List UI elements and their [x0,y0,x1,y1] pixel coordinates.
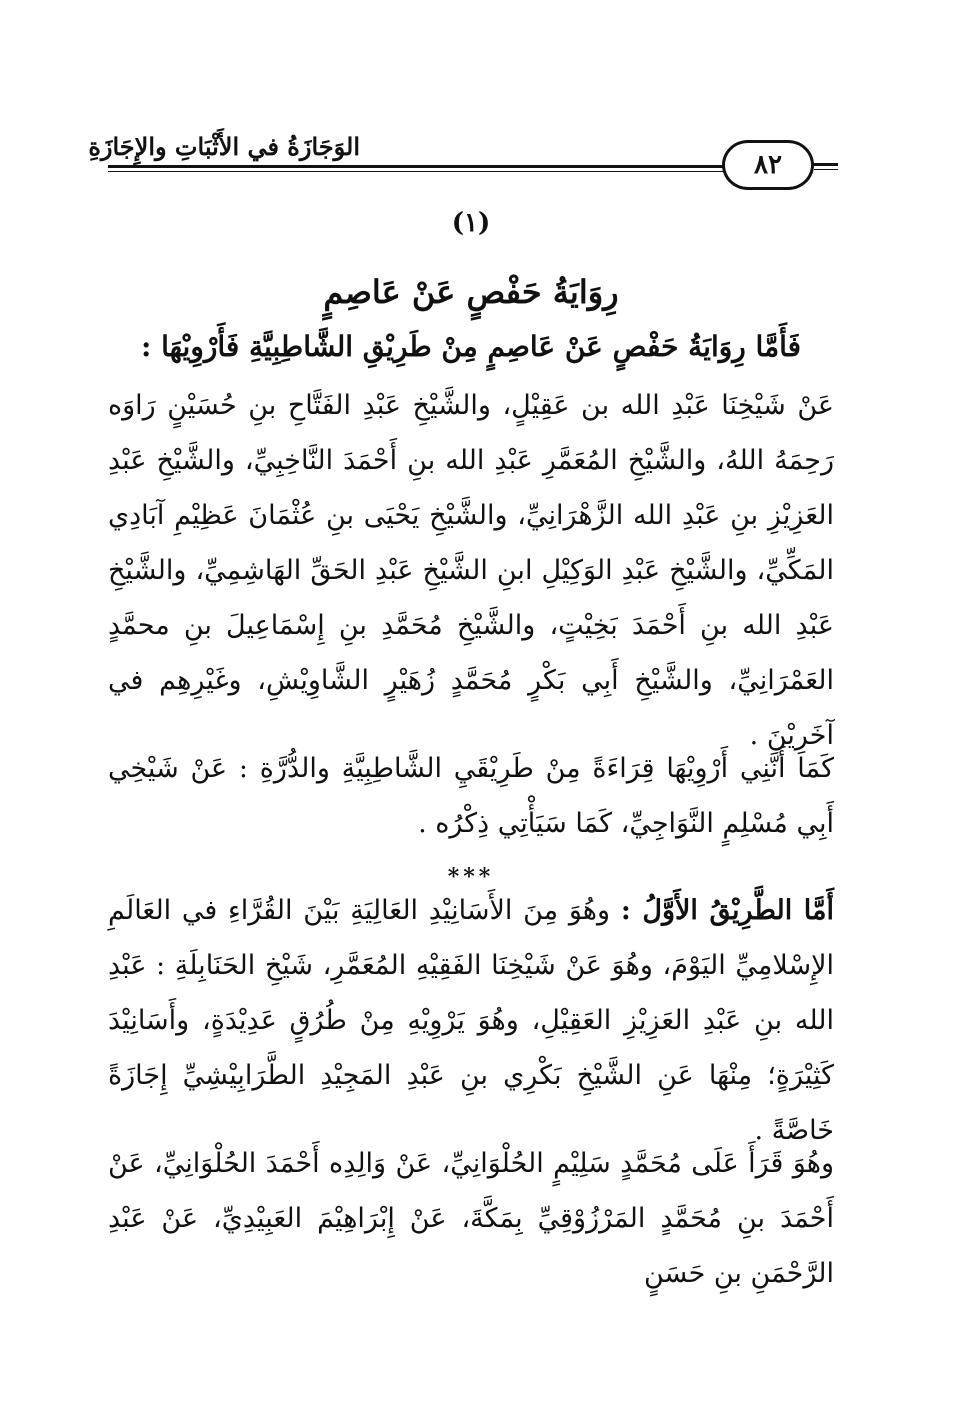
stars-separator: *** [447,864,495,890]
section-intro: فَأَمَّا رِوَايَةُ حَفْصٍ عَنْ عَاصِمٍ مِنْ طَرِيْقِ الشَّاطِبِيَّةِ فَأَرْوِيْهَا : [141,330,801,363]
paragraph-first-path-lead: أَمَّا الطَّرِيْقُ الأَوَّلُ : [620,895,835,926]
header-rule-thin [108,171,730,172]
running-title: الوَجَازَةُ في الأَثْبَاتِ والإِجَازَةِ [88,132,360,161]
page-number-badge: ٨٢ [722,140,814,190]
paragraph-reading: كَمَا أَنَّنِي أَرْوِيْهَا قِرَاءَةً مِنْ طَرِيْقَيِ الشَّاطِبِيَّةِ والدُّرَّةِ : عَنْ شَيْخِي أَبِي مُسْلِمٍ النَّوَاجِيِّ، كَمَا سَيَأْتِي ذِكْرُه . [108,753,834,839]
paragraph-first-path-body: وهُوَ مِنَ الأَسَانِيْدِ العَالِيَةِ بَيْنَ القُرَّاءِ في العَالَمِ الإِسْلامِيِّ اليَوْمَ، وهُوَ عَنْ شَيْخِنَا الفَقِيْهِ المُعَمَّرِ، شَيْخِ الحَنَابِلَةِ : عَبْدِ الله بنِ عَبْدِ العَزِيْزِ العَقِيْلِ، وهُوَ يَرْوِيْهِ مِنْ طُرُقٍ عَدِيْدَةٍ، وأَسَانِيْدَ كَثِيْرَةٍ؛ مِنْهَا عَنِ الشَّيْخِ بَكْرِي بنِ عَبْدِ المَجِيْدِ الطَّرَابِيْشِيِّ إِجَازَةً خَاصَّةً . [108,895,834,1146]
paragraph-teachers: عَنْ شَيْخِنَا عَبْدِ الله بن عَقِيْلٍ، والشَّيْخِ عَبْدِ الفَتَّاحِ بنِ حُسَيْنٍ رَاوَه رَحِمَهُ اللهُ، والشَّيْخِ المُعَمَّرِ عَبْدِ الله بنِ أَحْمَدَ النَّاخِبِيِّ، والشَّيْخِ عَبْدِ العَزِيْزِ بنِ عَبْدِ الله الزَّهْرَانِيِّ، والشَّيْخِ يَحْيَى بنِ عُثْمَانَ عَظِيْمِ آبَادِي المَكِّيِّ، والشَّيْخِ عَبْدِ الوَكِيْلِ ابنِ الشَّيْخِ عَبْدِ الحَقِّ الهَاشِمِيِّ، والشَّيْخِ عَبْدِ الله بنِ أَحْمَدَ بَخِيْتٍ، والشَّيْخِ مُحَمَّدِ بنِ إِسْمَاعِيلَ بنِ محمَّدٍ العَمْرَانِيِّ، والشَّيْخِ أَبِي بَكْرٍ مُحَمَّدٍ زُهَيْرٍ الشَّاوِيْشِ، وغَيْرِهِم في آخَرِيْنَ . [108,390,834,751]
section-number: (١) [451,208,491,238]
header-rule-tail-thin [814,169,838,170]
header-rule [108,165,730,168]
paragraph-chain: وهُوَ قَرَأَ عَلَى مُحَمَّدٍ سَلِيْمٍ الحُلْوَانِيِّ، عَنْ وَالِدِه أَحْمَدَ الحُلْوَانِيِّ، عَنْ أَحْمَدَ بنِ مُحَمَّدٍ المَرْزُوْقِيِّ بِمَكَّةَ، عَنْ إِبْرَاهِيْمَ العَبِيْدِيِّ، عَنْ عَبْدِ الرَّحْمَنِ بنِ حَسَنٍ [108,1148,834,1289]
paragraph-first-path [108,883,834,1158]
section-title: رِوَايَةُ حَفْصٍ عَنْ عَاصِمٍ [323,273,619,311]
header-rule-tail [814,163,838,166]
